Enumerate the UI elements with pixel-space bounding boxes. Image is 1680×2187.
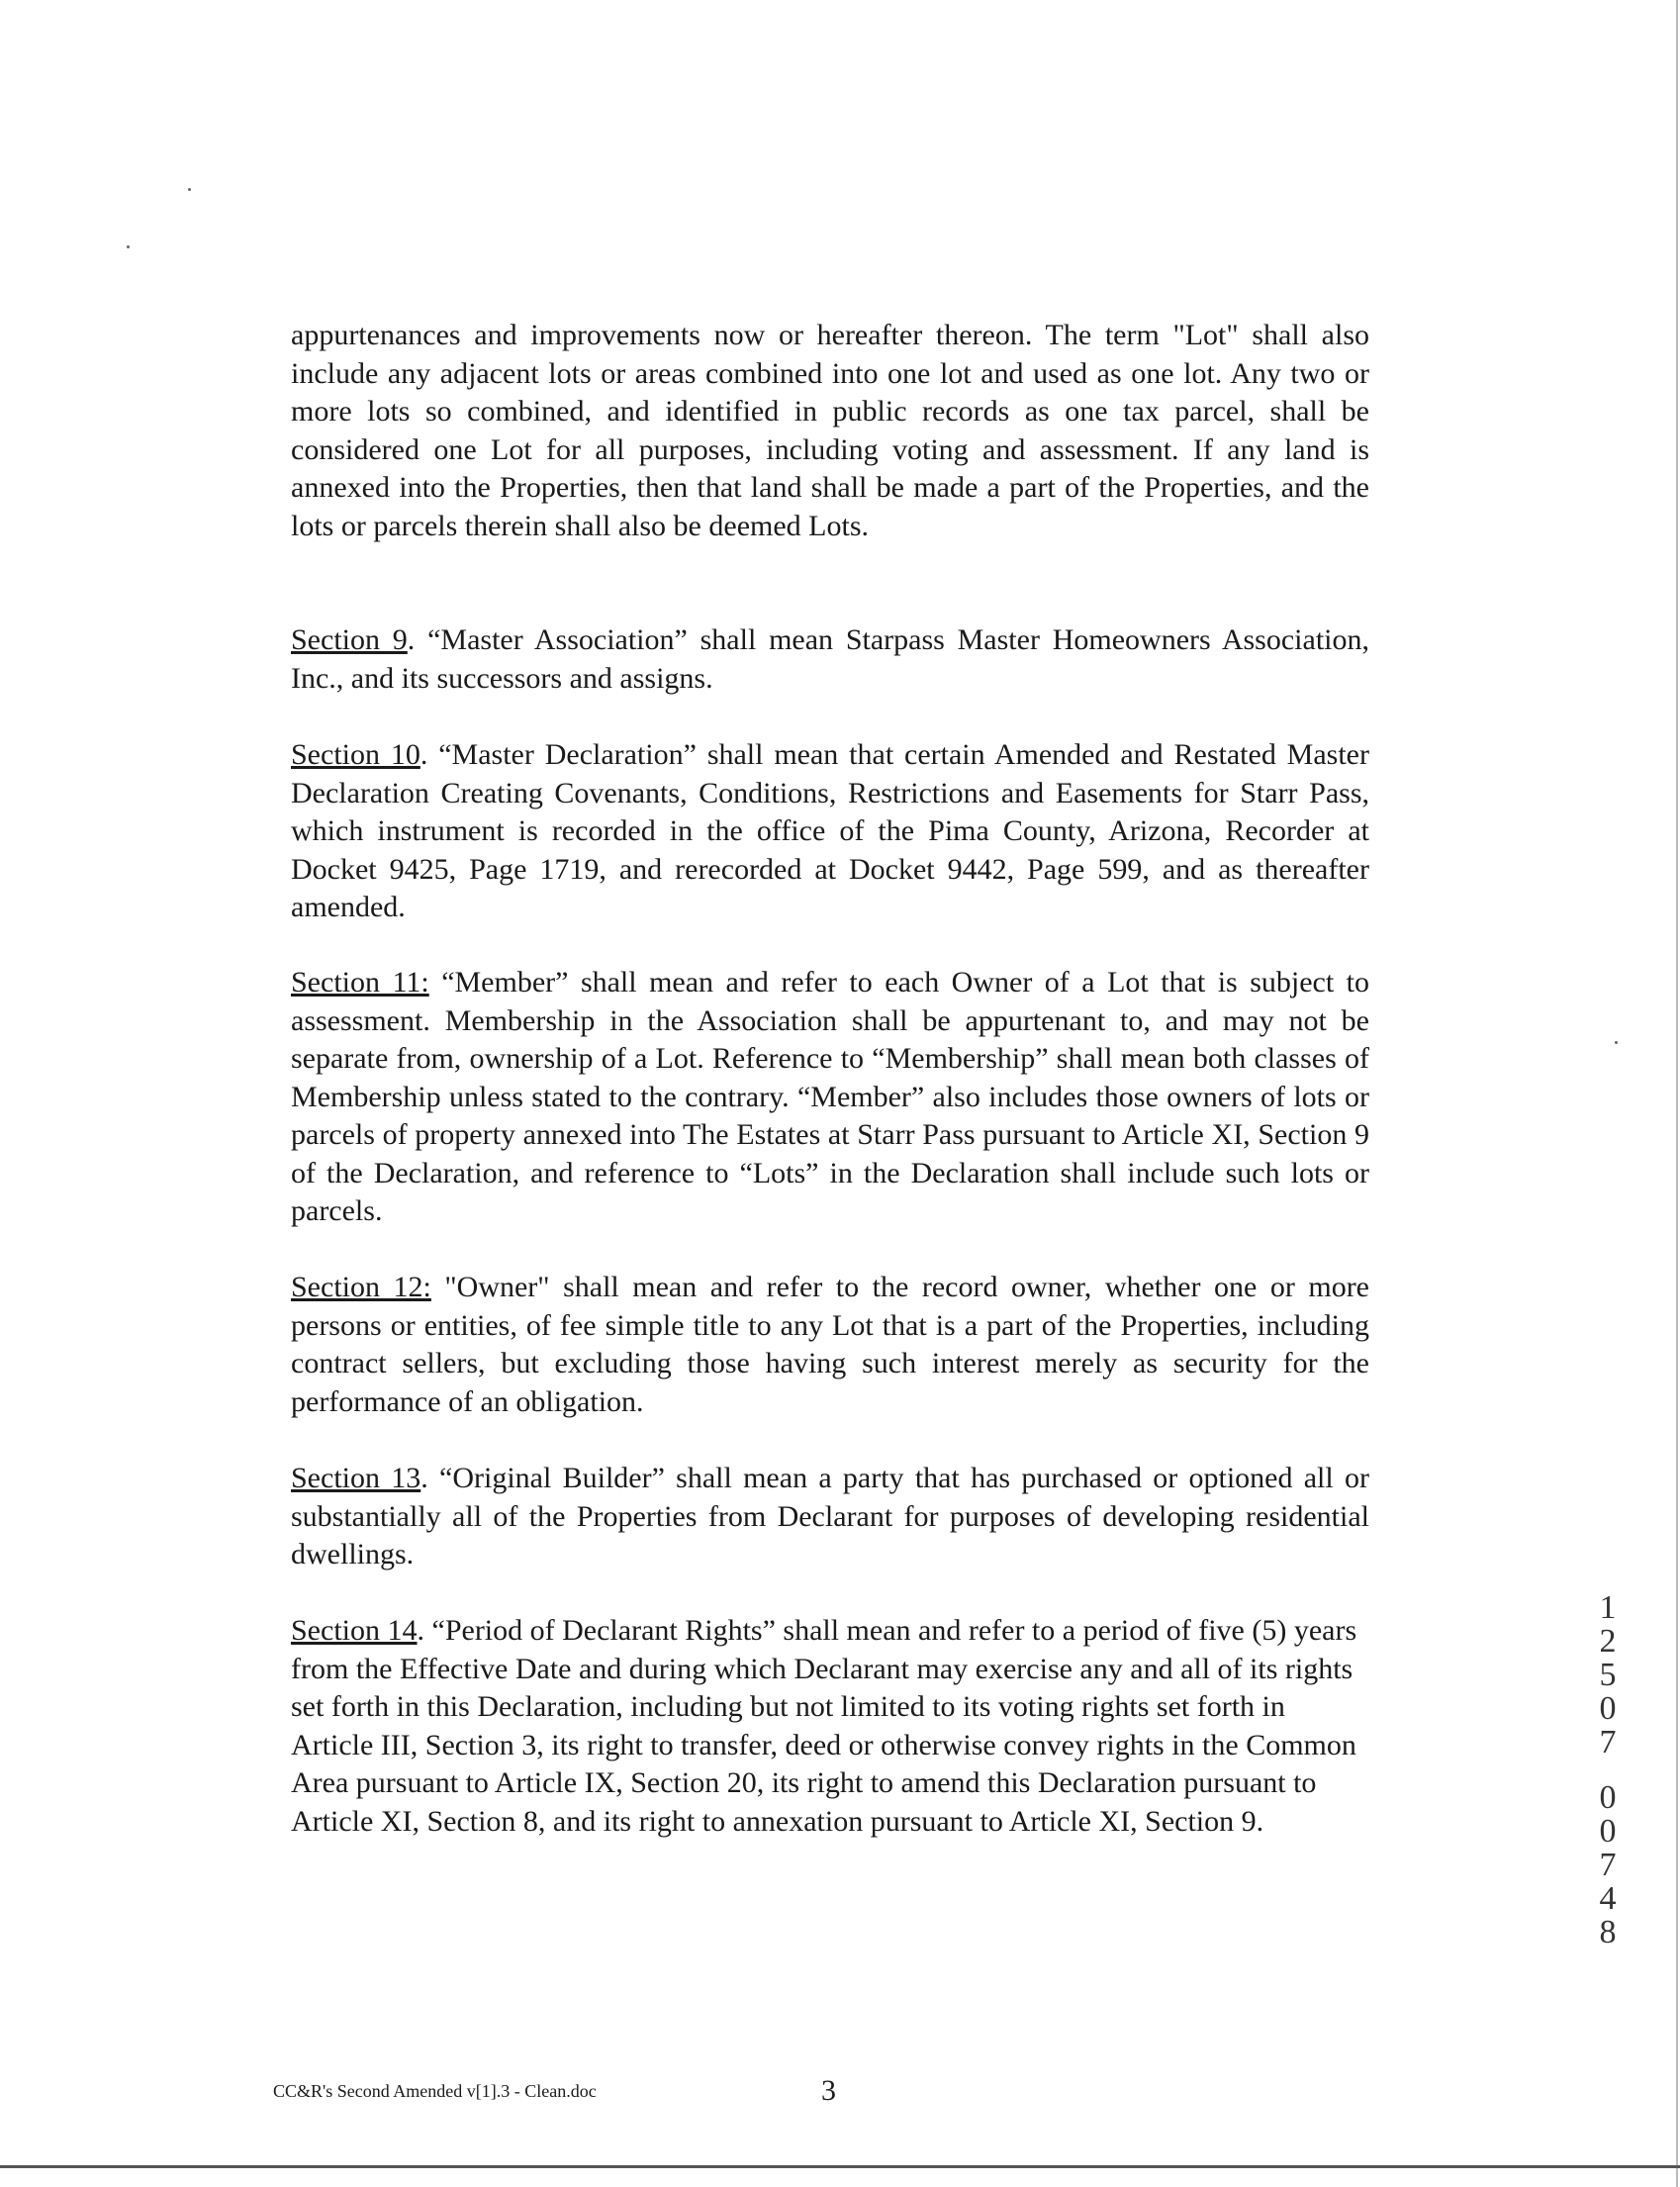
section-12 xyxy=(291,1269,1369,1421)
section-10-text: . “Master Declaration” shall mean that certain Amended and Restated Master Declaration Creating Covenants, Conditions, Restrictions and Easements for Starr Pass, which instrument is recorded in the office of the Pima County, Arizona, Recorder at Docket 9425, Page 1719, and rerecorded at Docket 9442, Page 599, and as thereafter amended. xyxy=(291,738,1369,923)
bottom-scan-line xyxy=(0,2165,1680,2168)
section-12-text: "Owner" shall mean and refer to the record owner, whether one or more persons or entities, of fee simple title to any Lot that is a part of the Properties, including contract sellers, but excluding those having such interest merely as security for the performance of an obligation. xyxy=(291,1271,1370,1418)
stamp-digit: 2 xyxy=(1599,1623,1617,1660)
footer-page-number: 3 xyxy=(821,2074,836,2107)
section-11-label: Section 11: xyxy=(291,966,429,998)
section-9 xyxy=(291,621,1369,698)
section-14 xyxy=(291,1612,1369,1841)
stamp-digit: 1 xyxy=(1599,1589,1617,1626)
section-13-text: . “Original Builder” shall mean a party that has purchased or optioned all or substantially all of the Properties from Declarant for purposes of developing residential dwellings. xyxy=(291,1462,1369,1570)
section-12-label: Section 12: xyxy=(291,1271,431,1303)
scan-speck xyxy=(188,188,191,191)
section-10-label: Section 10 xyxy=(291,738,420,771)
stamp-digit: 0 xyxy=(1599,1690,1617,1727)
section-10 xyxy=(291,736,1369,927)
stamp-digit: 0 xyxy=(1599,1813,1617,1850)
stamp-digit: 7 xyxy=(1599,1724,1617,1760)
page-edge-line xyxy=(1676,0,1678,2187)
scan-speck xyxy=(127,245,130,248)
section-9-label: Section 9 xyxy=(291,623,408,656)
section-14-label: Section 14 xyxy=(291,1614,418,1647)
section-13 xyxy=(291,1460,1369,1574)
stamp-digit: 5 xyxy=(1599,1657,1617,1693)
stamp-digit: 8 xyxy=(1599,1914,1617,1950)
paragraph-lot-definition xyxy=(291,317,1369,545)
section-9-text: . “Master Association” shall mean Starpass Master Homeowners Association, Inc., and its successors and assigns. xyxy=(291,623,1369,695)
stamp-digit: 4 xyxy=(1599,1880,1617,1917)
section-13-label: Section 13 xyxy=(291,1462,421,1494)
section-11 xyxy=(291,964,1369,1231)
recorder-stamp xyxy=(1588,1591,1628,1949)
section-11-text: “Member” shall mean and refer to each Owner of a Lot that is subject to assessment. Membership in the Association shall be appurtenant to, and may not be separate from, ownership of a Lot. Reference to “Membership” shall mean both classes of Membership unless stated to the contrary. “Member” also includes those owners of lots or parcels of property annexed into The Estates at Starr Pass pursuant to Article XI, Section 9 of the Declaration, and reference to “Lots” in the Declaration shall include such lots or parcels. xyxy=(291,966,1369,1227)
footer-filename: CC&R's Second Amended v[1].3 - Clean.doc xyxy=(273,2081,597,2101)
paragraph-text: appurtenances and improvements now or hereafter thereon. The term "Lot" shall also include any adjacent lots or areas combined into one lot and used as one lot. Any two or more lots so combined, and identified in public records as one tax parcel, shall be considered one Lot for all purposes, including voting and assessment. If any land is annexed into the Properties, then that land shall be made a part of the Properties, and the lots or parcels therein shall also be deemed Lots. xyxy=(291,319,1369,542)
scan-speck xyxy=(1615,1041,1618,1044)
section-14-text: . “Period of Declarant Rights” shall mean and refer to a period of five (5) years from the Effective Date and during which Declarant may exercise any and all of its rights set forth in this Declaration, including but not limited to its voting rights set forth in Article III, Section 3, its right to transfer, deed or otherwise convey rights in the Common Area pursuant to Article IX, Section 20, its right to amend this Declaration pursuant to Article XI, Section 8, and its right to annexation pursuant to Article XI, Section 9. xyxy=(291,1614,1357,1838)
stamp-digit: 0 xyxy=(1599,1779,1617,1816)
stamp-digit: 7 xyxy=(1599,1847,1617,1883)
